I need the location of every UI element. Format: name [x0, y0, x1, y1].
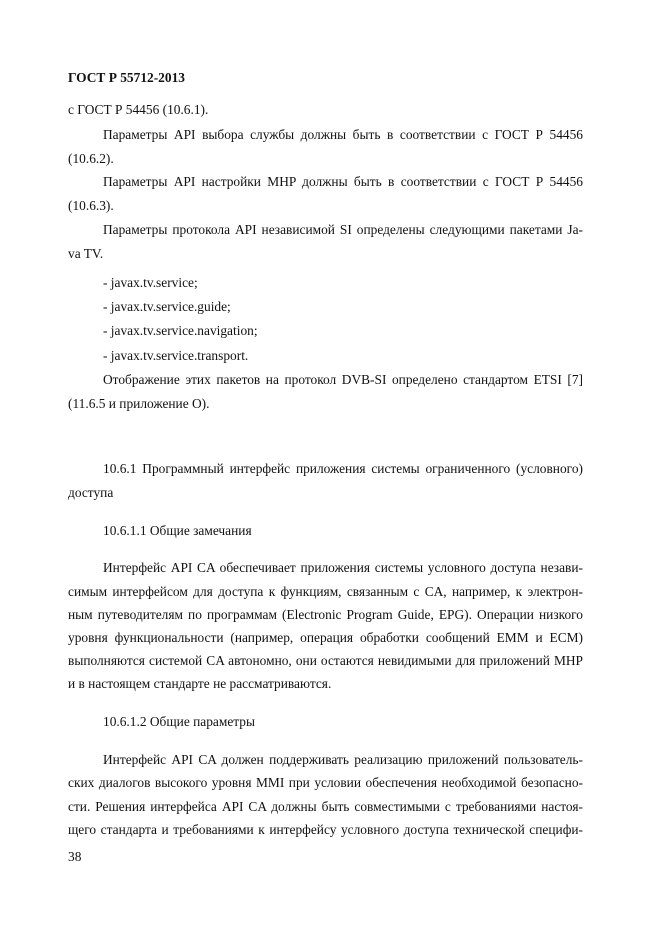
text-line: сти. Решения интерфейса API CA должны быть совместимыми с требованиями настоя- — [68, 799, 583, 814]
text-line: с ГОСТ Р 54456 (10.6.1). — [68, 102, 209, 117]
list-item: - javax.tv.service.guide; — [103, 299, 231, 314]
subsection-heading: 10.6.1.1 Общие замечания — [103, 523, 252, 538]
text-line: Интерфейс API CA должен поддерживать реализацию приложений пользователь- — [103, 752, 583, 767]
text-line: Интерфейс API CA обеспечивает приложения системы условного доступа незави- — [103, 560, 583, 575]
text-line: (11.6.5 и приложение О). — [68, 396, 210, 411]
list-item: - javax.tv.service; — [103, 275, 198, 290]
text-line: выполняются системой CA автономно, они остаются невидимыми для приложений MHP — [68, 653, 583, 668]
section-heading: 10.6.1 Программный интерфейс приложения системы ограниченного (условного) — [103, 461, 583, 476]
text-line: щего стандарта и требованиями к интерфейсу условного доступа технической специфи- — [68, 822, 583, 837]
list-item: - javax.tv.service.navigation; — [103, 323, 258, 338]
text-line: ских диалогов высокого уровня MMI при условии обеспечения необходимой безопасно- — [68, 775, 583, 790]
text-line: (10.6.2). — [68, 151, 114, 166]
list-item: - javax.tv.service.transport. — [103, 348, 249, 363]
text-line: ным путеводителям по программам (Electronic Program Guide, EPG). Операции низкого — [68, 607, 583, 622]
text-line: Параметры протокола API независимой SI определены следующими пакетами Ja- — [103, 222, 583, 237]
text-line: Параметры API настройки MHP должны быть в соответствии с ГОСТ Р 54456 — [103, 174, 583, 189]
section-heading: доступа — [68, 485, 114, 500]
subsection-heading: 10.6.1.2 Общие параметры — [103, 714, 255, 729]
text-line: Параметры API выбора службы должны быть в соответствии с ГОСТ Р 54456 — [103, 127, 583, 142]
text-line: симым интерфейсом для доступа к функциям, связанным с CA, например, к электрон- — [68, 584, 583, 599]
text-line: и в настоящем стандарте не рассматриваются. — [68, 676, 332, 691]
text-line: va TV. — [68, 246, 104, 261]
document-header: ГОСТ Р 55712-2013 — [68, 70, 185, 85]
text-line: Отображение этих пакетов на протокол DVB-SI определено стандартом ETSI [7] — [103, 372, 583, 387]
text-line: уровня функциональности (например, операция обработки сообщений EMM и ECM) — [68, 630, 583, 645]
text-line: (10.6.3). — [68, 198, 114, 213]
page-number: 38 — [68, 849, 82, 864]
